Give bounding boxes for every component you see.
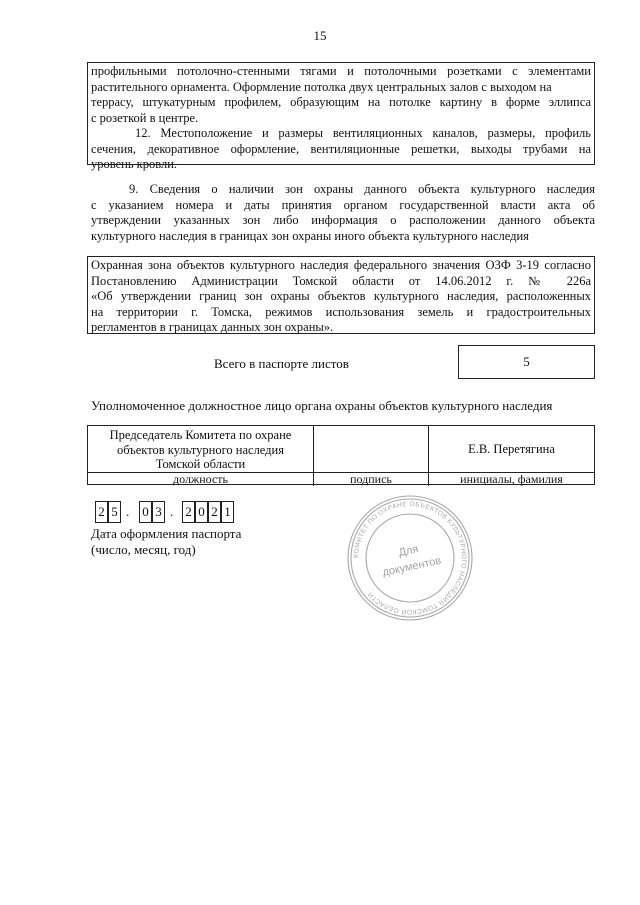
- item-12-line: 12. Местоположение и размеры вентиляционных каналов, размеры, профиль: [135, 126, 591, 140]
- item-12-line: уровень кровли.: [91, 157, 178, 171]
- description-line: профильными потолочно-стенными тягами и потолочными розетками с элементами: [91, 64, 591, 78]
- footer-name-label: инициалы, фамилия: [460, 472, 563, 486]
- signature-table: [87, 425, 595, 485]
- official-heading: Уполномоченное должностное лицо органа охраны объектов культурного наследия: [91, 398, 553, 413]
- position-cell: [88, 426, 314, 472]
- position-line: объектов культурного наследия: [117, 442, 284, 457]
- position-line: Томской области: [155, 457, 246, 471]
- total-sheets-label: Всего в паспорте листов: [214, 356, 349, 371]
- page-number: 15: [313, 28, 327, 43]
- stamp-center-line: Для: [397, 543, 420, 560]
- description-line: растительного орнамента. Оформление потолка двух центральных залов с выходом на: [91, 79, 552, 94]
- section-9-line: культурного наследия в границах зон охраны иного объекта культурного наследия: [91, 228, 529, 243]
- official-stamp: [345, 493, 475, 623]
- total-sheets-value: 5: [458, 345, 595, 379]
- footer-signature-label: подпись: [314, 473, 429, 486]
- position-line: Председатель Комитета по охране: [109, 428, 292, 442]
- section-9-line: утверждении указанных зон либо информация о расположении данного объекта: [91, 213, 595, 227]
- signature-table-footer: [88, 472, 594, 486]
- section-9-line: с указанием номера и даты принятия органом государственной власти акта об: [91, 197, 595, 212]
- date-year-digit: 2: [208, 501, 221, 523]
- stamp-inner-ring: [366, 514, 454, 602]
- description-line: с розеткой в центре.: [91, 110, 199, 125]
- continued-description-box: [87, 62, 595, 171]
- svg-text:КОМИТЕТ ПО ОХРАНЕ ОБЪЕКТОВ КУЛ: [353, 501, 467, 617]
- date-day-digit: 5: [108, 501, 121, 523]
- date-separator: .: [170, 504, 174, 519]
- protection-zone-box: [87, 256, 595, 334]
- date-caption: Дата оформления паспорта: [91, 526, 242, 541]
- protection-zone-line: «Об утверждении границ зон охраны объектов культурного наследия, расположенных: [91, 289, 591, 303]
- signature-cell: [314, 426, 429, 472]
- date-separator: .: [126, 504, 130, 519]
- item-12-line: сечения, декоративное оформление, вентиляционные решетки, выходы трубами на: [91, 141, 591, 156]
- date-day-digit: 2: [95, 501, 108, 523]
- stamp-outer-ring: [348, 496, 472, 620]
- section-9-heading: [91, 182, 595, 244]
- date-caption-hint: (число, месяц, год): [91, 542, 196, 557]
- stamp-center-line: документов: [381, 554, 443, 579]
- date-year-digit: 0: [195, 501, 208, 523]
- protection-zone-line: Постановлению Администрации Томской области от 14.06.2012 г. № 226а: [91, 273, 591, 288]
- date-year-digit: 1: [221, 501, 234, 523]
- date-month-digit: 0: [139, 501, 152, 523]
- date-year-digit: 2: [182, 501, 195, 523]
- section-9-line: 9. Сведения о наличии зон охраны данного объекта культурного наследия: [129, 182, 595, 196]
- footer-position-label: должность: [88, 473, 314, 486]
- stamp-outer-ring-inner: [351, 499, 469, 617]
- stamp-ring-text: КОМИТЕТ ПО ОХРАНЕ ОБЪЕКТОВ КУЛЬТУРНОГО НАСЛЕДИЯ ТОМСКОЙ ОБЛАСТИ: [352, 500, 468, 616]
- protection-zone-line: регламентов в границах данных зон охраны».: [91, 320, 334, 334]
- protection-zone-line: Охранная зона объектов культурного наследия федерального значения ОЗФ 3-19 согласно: [91, 258, 591, 272]
- protection-zone-line: на территории г. Томска, режимов использования земель и градостроительных: [91, 304, 591, 319]
- name-cell: Е.В. Перетягина: [468, 441, 555, 456]
- date-month-digit: 3: [152, 501, 165, 523]
- description-line: террасу, штукатурным профилем, образующим на потолке картину в форме эллипса: [91, 95, 591, 109]
